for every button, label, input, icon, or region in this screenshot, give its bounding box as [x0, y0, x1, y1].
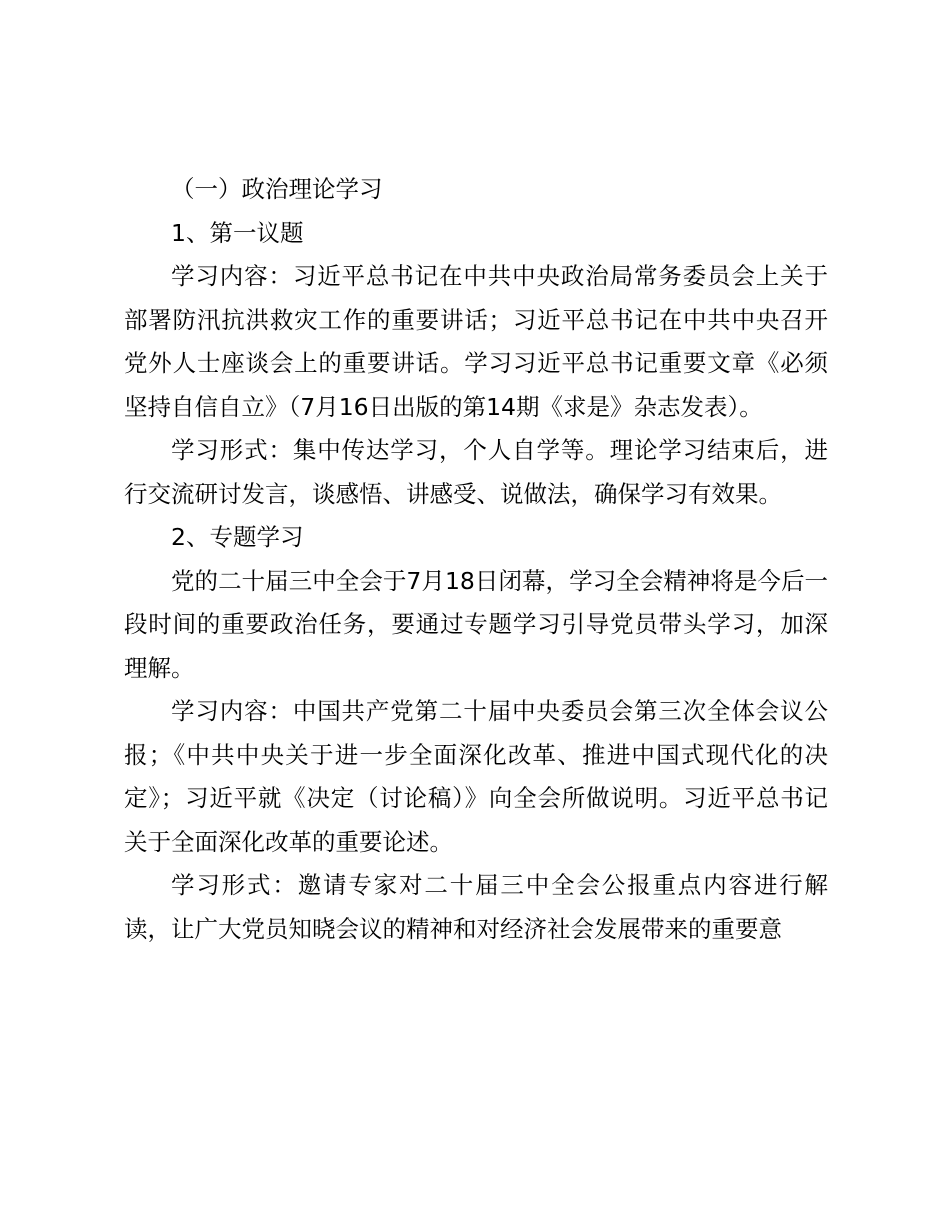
subheading-first-topic: 1、第一议题 [171, 218, 304, 247]
subheading-special-study: 2、专题学习 [171, 523, 304, 551]
paragraph-first-topic-format: 学习形式：集中传达学习，个人自学等。理论学习结束后，进行交流研讨发言，谈感悟、讲感受、说做法，确保学习有效果。 [124, 436, 828, 508]
paragraph-special-study-content: 学习内容：中国共产党第二十届中央委员会第三次全体会议公报；《中共中央关于进一步全面深化改革、推进中国式现代化的决定》；习近平就《决定（讨论稿）》向全会所做说明。习近平总书记关于全面深化改革的重要论述。 [124, 697, 828, 856]
paragraph-first-topic-content: 学习内容：习近平总书记在中共中央政治局常务委员会上关于部署防汛抗洪救灾工作的重要讲话；习近平总书记在中共中央召开党外人士座谈会上的重要讲话。学习习近平总书记重要文章《必须坚持自信自立》（7月16日出版的第14期《求是》杂志发表）。 [124, 262, 828, 421]
document-page [124, 168, 828, 951]
section-heading-political-theory: （一）政治理论学习 [171, 175, 383, 203]
paragraph-special-study-intro: 党的二十届三中全会于7月18日闭幕，学习全会精神将是今后一段时间的重要政治任务，要通过专题学习引导党员带头学习，加深理解。 [124, 566, 828, 682]
paragraph-special-study-format: 学习形式：邀请专家对二十届三中全会公报重点内容进行解读，让广大党员知晓会议的精神和对经济社会发展带来的重要意 [124, 871, 828, 943]
